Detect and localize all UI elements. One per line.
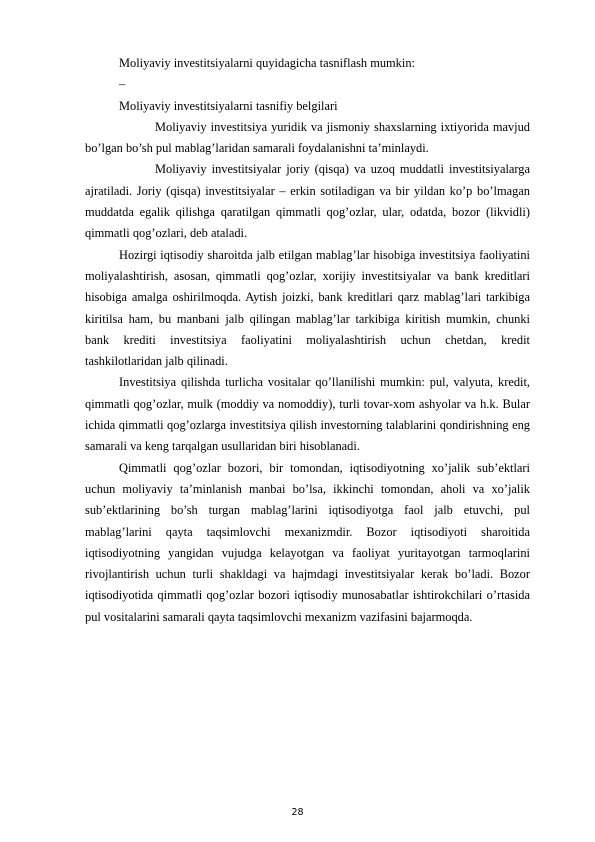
- paragraph: Qimmatli qog’ozlar bozori, bir tomondan, iqtisodiyotning xo’jalik sub’ektlari uchun moliyaviy ta’minlanish manbai bo’lsa, ikkinchi tomondan, aholi va xo’jalik sub’ektlarining bo’sh turgan mablag’larini iqtisodiyotga faol jalb etuvchi, pul mablag’larini qayta taqsimlovchi mexanizmdir. Bozor iqtisodiyoti sharoitida iqtisodiyotning yangidan vujudga kelayotgan va faoliyat yuritayotgan tarmoqlarini rivojlantirish uchun turli shakldagi va hajmdagi investitsiyalar kerak bo’ladi. Bozor iqtisodiyotida qimmatli qog’ozlar bozori iqtisodiy munosabatlar ishtirokchilari o’rtasida pul vositalarini samarali qayta taqsimlovchi mexanizm vazifasini bajarmoqda.: [85, 460, 530, 624]
- classification-intro-line: Moliyaviy investitsiyalarni quyidagicha tasniflash mumkin:: [119, 56, 415, 70]
- paragraph: Moliyaviy investitsiyalar joriy (qisqa) va uzoq muddatli investitsiyalarga ajratiladi. Joriy (qisqa) investitsiyalar – erkin sotiladigan va bir yildan ko’p bo’lmagan muddatda egalik qilishga qaratilgan qimmatli qog’ozlar, ular, odatda, bozor (likvidli) qimmatli qog’ozlari, deb ataladi.: [85, 162, 530, 241]
- dash-line: –: [119, 77, 126, 92]
- paragraph: Moliyaviy investitsiya yuridik va jismoniy shaxslarning ixtiyorida mavjud bo’lgan bo’sh pul mablag’laridan samarali foydalanishni ta’minlaydi.: [85, 119, 530, 156]
- paragraph: Hozirgi iqtisodiy sharoitda jalb etilgan mablag’lar hisobiga investitsiya faoliyatini moliyalashtirish, asosan, qimmatli qog’ozlar, xorijiy investitsiyalar va bank kreditlari hisobiga amalga oshirilmoqda. Aytish joizki, bank kreditlari qarz mablag’lari tarkibiga kiritilsa ham, bu manbani jalb qilingan mablag’lar tarkibiga kiritish mumkin, chunki bank krediti investitsiya faoliyatini moliyalashtirish uchun chetdan, kredit tashkilotlaridan jalb qilinadi.: [85, 247, 530, 369]
- page-number: 28: [291, 807, 304, 818]
- paragraph: Investitsiya qilishda turlicha vositalar qo’llanilishi mumkin: pul, valyuta, kredit, qimmatli qog’ozlar, mulk (moddiy va nomoddiy), turli tovar-xom ashyolar va h.k. Bular ichida qimmatli qog’ozlarga investitsiya qilish investorning talablarini qondirishning eng samarali va keng tarqalgan usullaridan biri hisoblanadi.: [85, 375, 530, 454]
- table-caption: Moliyaviy investitsiyalarni tasnifiy belgilari: [119, 98, 338, 113]
- document-body: [85, 53, 530, 628]
